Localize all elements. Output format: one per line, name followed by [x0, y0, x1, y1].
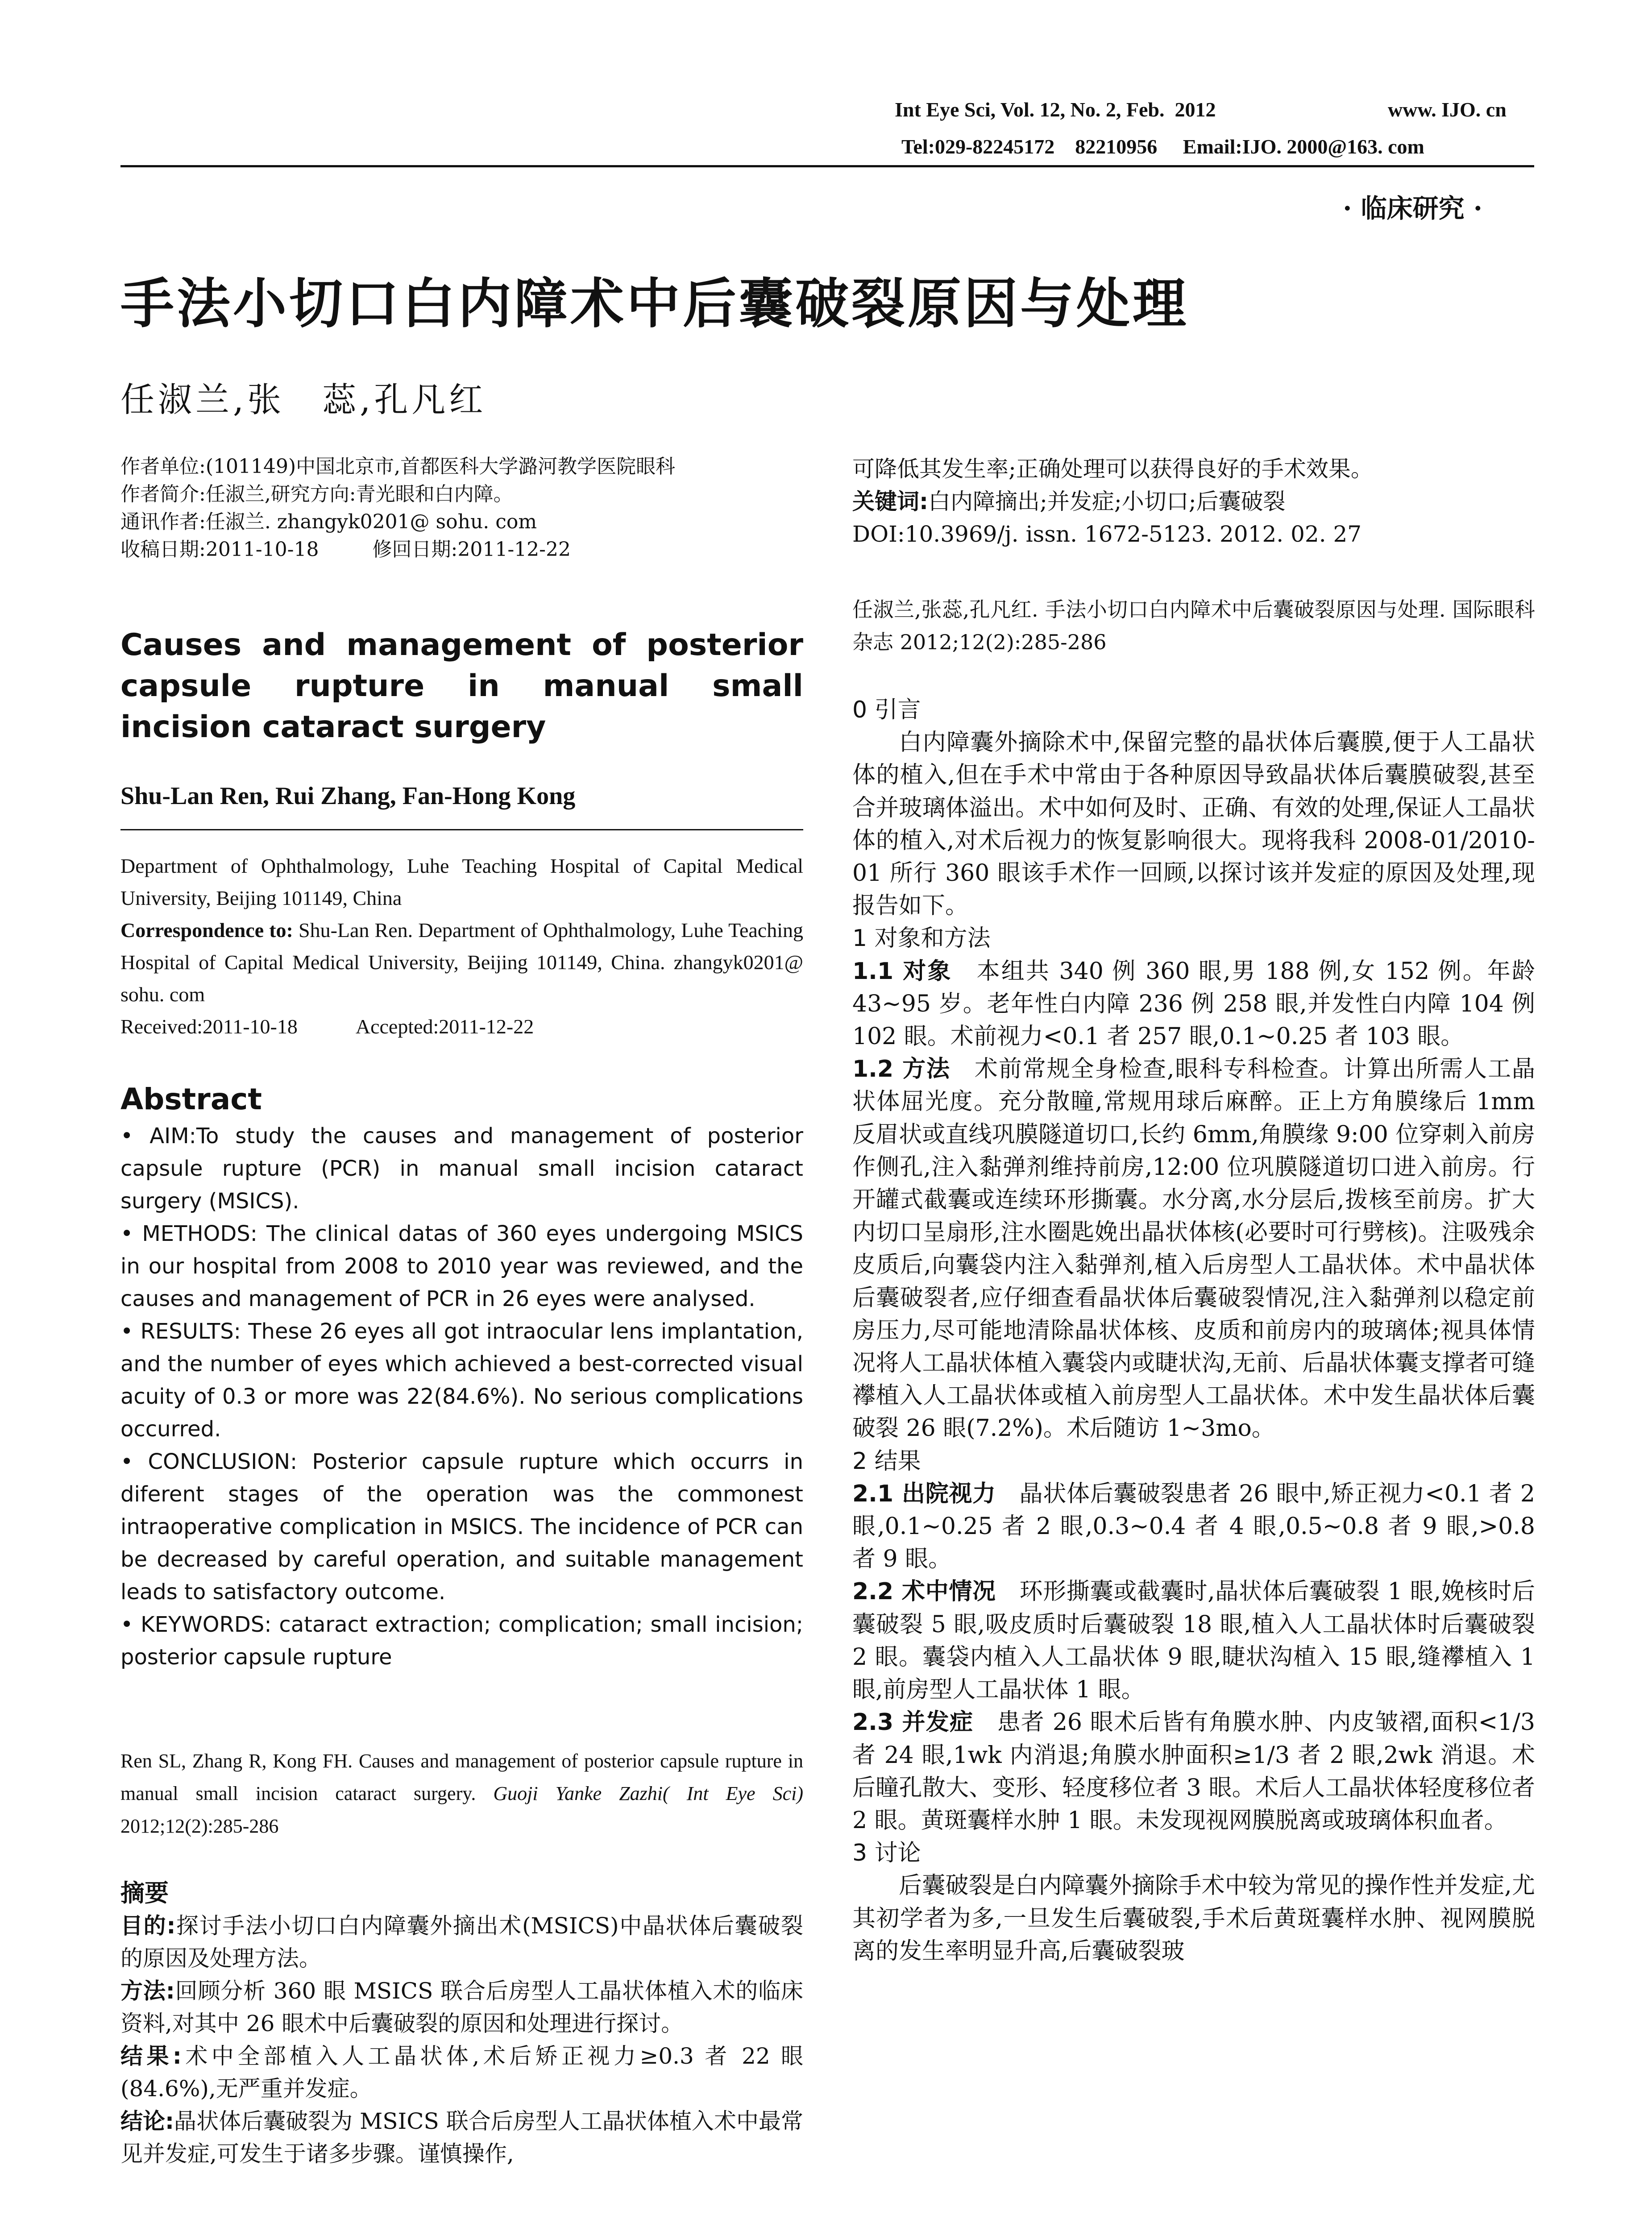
subheading-methods: 1.2 方法 [852, 1056, 951, 1083]
subheading-subjects: 1.1 对象 [852, 958, 952, 985]
received-date-cn: 收稿日期:2011-10-18 [120, 538, 319, 561]
citation-en [120, 1745, 803, 1842]
section-label: · 临床研究 · [1343, 193, 1482, 224]
header-rule [120, 165, 1534, 167]
paragraph-discharge-vision: 晶状体后囊破裂患者 26 眼中,矫正视力<0.1 者 2 眼,0.1~0.25 者 2 眼,0.3~0.4 者 4 眼,0.5~0.8 者 9 眼,>0.8 者 9 眼。 [852, 1480, 1535, 1573]
keywords-cn: 白内障摘出;并发症;小切口;后囊破裂 [928, 489, 1286, 514]
paragraph-complications: 患者 26 眼术后皆有角膜水肿、内皮皱褶,面积<1/3 者 24 眼,1wk 内消退;角膜水肿面积≥1/3 者 2 眼,2wk 消退。术后瞳孔散大、变形、轻度移位者 3 眼。术后人工晶状体轻度移位者 2 眼。黄斑囊样水肿 1 眼。未发现视网膜脱离或玻璃体积血者。 [852, 1709, 1535, 1834]
conclusion-cn: 晶状体后囊破裂为 MSICS 联合后房型人工晶状体植入术中最常见并发症,可发生于诸多步骤。谨慎操作, [120, 2108, 803, 2167]
article-title-en: Causes and management of posterior capsule rupture in manual small incision cataract surgery [120, 627, 803, 745]
correspondence-cn: 通讯作者:任淑兰. zhangyk0201@ sohu. com [120, 510, 537, 533]
article-body [852, 694, 1535, 1968]
accepted-date-en: Accepted:2011-12-22 [355, 1015, 534, 1038]
citation-cn-text: 任淑兰,张蕊,孔凡红. 手法小切口白内障术中后囊破裂原因与处理. 国际眼科杂志 2012;12(2):285-286 [852, 597, 1535, 654]
heading-discussion: 3 讨论 [852, 1840, 921, 1867]
paragraph-discussion: 后囊破裂是白内障囊外摘除手术中较为常见的操作性并发症,尤其初学者为多,一旦发生后囊破裂,手术后黄斑囊样水肿、视网膜脱离的发生率明显升高,后囊破裂玻 [852, 1872, 1535, 1965]
abstract-cn [120, 1910, 803, 2170]
article-title-cn: 手法小切口白内障术中后囊破裂原因与处理 [120, 273, 1189, 335]
results-cn: 术中全部植入人工晶状体,术后矫正视力≥0.3 者 22 眼(84.6%),无严重并发症。 [120, 2043, 803, 2102]
conclusion-label-cn: 结论: [120, 2108, 174, 2134]
correspondence-label-en: Correspondence to: [120, 919, 293, 941]
abstract-aim: • AIM:To study the causes and management of posterior capsule rupture (PCR) in manual small incision cataract surgery (MSICS). [120, 1124, 803, 1214]
abstract-en [120, 1120, 803, 1674]
doi: DOI:10.3969/j. issn. 1672-5123. 2012. 02. 27 [852, 521, 1362, 547]
received-date-en: Received:2011-10-18 [120, 1015, 298, 1038]
article-meta-cn [120, 453, 803, 564]
affiliation-en [120, 850, 803, 1043]
citation-en-volume: 2012;12(2):285-286 [120, 1815, 279, 1837]
keywords-label-cn: 关键词: [852, 489, 928, 514]
subheading-discharge-vision: 2.1 出院视力 [852, 1480, 996, 1507]
journal-website: www. IJO. cn [1388, 98, 1507, 121]
paragraph-subjects: 本组共 340 例 360 眼,男 188 例,女 152 例。年龄 43~95 岁。老年性白内障 236 例 258 眼,并发性白内障 104 例 102 眼。术前视力<0.1 者 257 眼,0.1~0.25 者 103 眼。 [852, 958, 1535, 1050]
department-en: Department of Ophthalmology, Luhe Teaching Hospital of Capital Medical University, Beijing 101149, China [120, 854, 803, 909]
journal-citation-header: Int Eye Sci, Vol. 12, No. 2, Feb. 2012 [895, 98, 1216, 121]
affiliation-cn: 作者单位:(101149)中国北京市,首都医科大学潞河教学医院眼科 [120, 455, 676, 478]
methods-cn: 回顾分析 360 眼 MSICS 联合后房型人工晶状体植入术的临床资料,对其中 26 眼术中后囊破裂的原因和处理进行探讨。 [120, 1978, 804, 2036]
heading-subjects-methods: 1 对象和方法 [852, 925, 991, 952]
heading-results: 2 结果 [852, 1447, 921, 1475]
journal-contact-line: Tel:029-82245172 82210956 Email:IJO. 2000@163. com [901, 135, 1424, 158]
paragraph-intraoperative: 环形撕囊或截囊时,晶状体后囊破裂 1 眼,娩核时后囊破裂 5 眼,吸皮质时后囊破裂 18 眼,植入人工晶状体时后囊破裂 2 眼。囊袋内植入人工晶状体 9 眼,睫状沟植入 15 眼,缝襻植入 1 眼,前房型人工晶状体 1 眼。 [852, 1578, 1535, 1704]
abstract-keywords: • KEYWORDS: cataract extraction; complication; small incision; posterior capsule rupture [120, 1612, 803, 1670]
citation-cn [852, 593, 1535, 659]
abstract-heading: Abstract [120, 1082, 262, 1116]
authors-en: Shu-Lan Ren, Rui Zhang, Fan-Hong Kong [120, 782, 576, 810]
abstract-methods: • METHODS: The clinical datas of 360 eyes undergoing MSICS in our hospital from 2008 to 2010 year was reviewed, and the causes and management of PCR in 26 eyes were analysed. [120, 1221, 803, 1311]
citation-en-text: Ren SL, Zhang R, Kong FH. Causes and management of posterior capsule rupture in manual small incision cataract surgery. [120, 1750, 803, 1804]
conclusion-cn-continued: 可降低其发生率;正确处理可以获得良好的手术效果。 [852, 456, 1373, 482]
revised-date-cn: 修回日期:2011-12-22 [372, 538, 571, 561]
correspondence-en: Shu-Lan Ren. Department of Ophthalmology, Luhe Teaching Hospital of Capital Medical University, Beijing 101149, China. zhangyk0201@ sohu. com [120, 919, 803, 1006]
aim-label-cn: 目的: [120, 1913, 176, 1939]
divider [120, 829, 803, 830]
paragraph-introduction: 白内障囊外摘除术中,保留完整的晶状体后囊膜,便于人工晶状体的植入,但在手术中常由于各种原因导致晶状体后囊膜破裂,甚至合并玻璃体溢出。术中如何及时、正确、有效的处理,保证人工晶状体的植入,对术后视力的恢复影响很大。现将我科 2008-01/2010-01 所行 360 眼该手术作一回顾,以探讨该并发症的原因及处理,现报告如下。 [852, 729, 1535, 920]
aim-cn: 探讨手法小切口白内障囊外摘出术(MSICS)中晶状体后囊破裂的原因及处理方法。 [120, 1913, 803, 1971]
results-label-cn: 结果: [120, 2043, 182, 2069]
abstract-cn-heading: 摘要 [120, 1879, 169, 1907]
authors-cn: 任淑兰,张 蕊,孔凡红 [120, 380, 487, 419]
methods-label-cn: 方法: [120, 1978, 175, 2004]
citation-en-journal: Guoji Yanke Zazhi( Int Eye Sci) [493, 1783, 803, 1804]
author-bio-cn: 作者简介:任淑兰,研究方向:青光眼和白内障。 [120, 483, 513, 506]
abstract-conclusion: • CONCLUSION: Posterior capsule rupture which occurrs in diferent stages of the operation was the commonest intraoperative complication in MSICS. The incidence of PCR can be decreased by careful operation, and suitable management leads to satisfactory outcome. [120, 1449, 803, 1605]
subheading-intraoperative: 2.2 术中情况 [852, 1578, 996, 1605]
abstract-results: • RESULTS: These 26 eyes all got intraocular lens implantation, and the number of eyes which achieved a best-corrected visual acuity of 0.3 or more was 22(84.6%). No serious complications occurred. [120, 1319, 803, 1442]
subheading-complications: 2.3 并发症 [852, 1709, 974, 1736]
abstract-cn-continued [852, 453, 1535, 551]
heading-introduction: 0 引言 [852, 697, 921, 723]
paragraph-methods: 术前常规全身检查,眼科专科检查。计算出所需人工晶状体屈光度。充分散瞳,常规用球后麻醉。正上方角膜缘后 1mm 反眉状或直线巩膜隧道切口,长约 6mm,角膜缘 9:00 位穿刺入前房作侧孔,注入黏弹剂维持前房,12:00 位巩膜隧道切口进入前房。行开罐式截囊或连续环形撕囊。水分离,水分层后,拨核至前房。扩大内切口呈扇形,注水圈匙娩出晶状体核(必要时可行劈核)。注吸残余皮质后,向囊袋内注入黏弹剂,植入后房型人工晶状体。术中晶状体后囊破裂者,应仔细查看晶状体后囊破裂情况,注入黏弹剂以稳定前房压力,尽可能地清除晶状体核、皮质和前房内的玻璃体;视具体情况将人工晶状体植入囊袋内或睫状沟,无前、后晶状体囊支撑者可缝襻植入人工晶状体或植入前房型人工晶状体。术中发生晶状体后囊破裂 26 眼(7.2%)。术后随访 1~3mo。 [852, 1056, 1535, 1442]
